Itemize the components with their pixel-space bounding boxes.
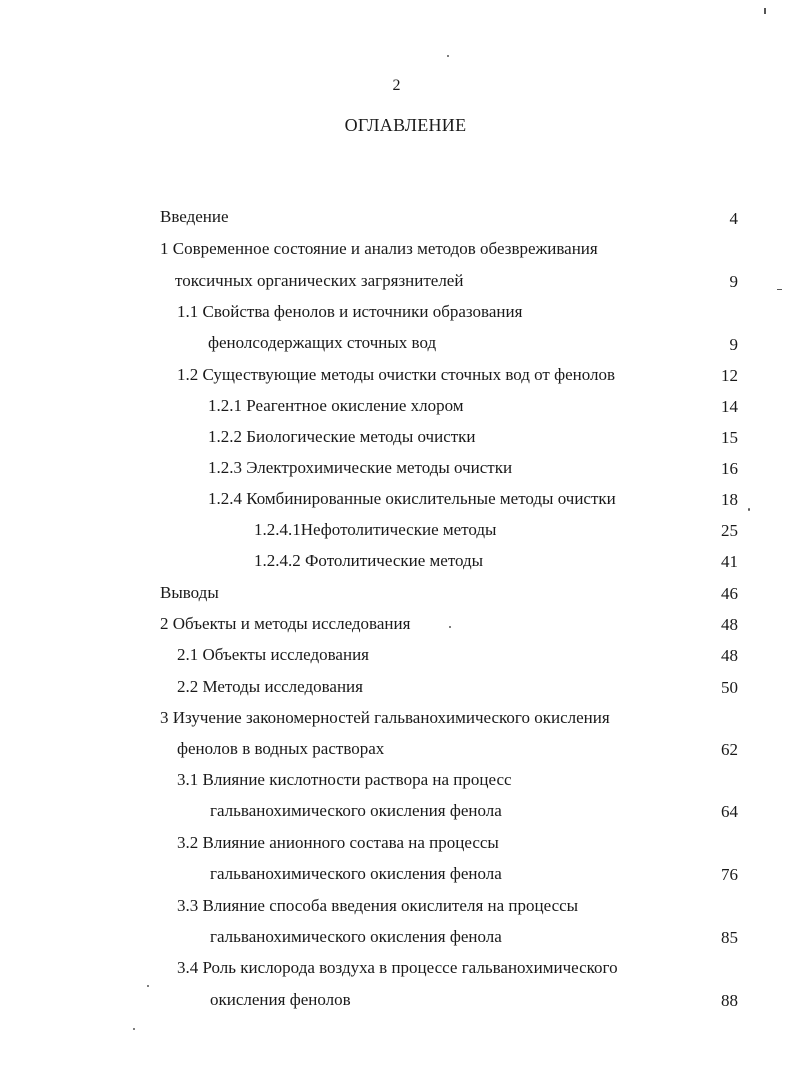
scan-speck	[764, 8, 766, 14]
toc-page-number: 16	[721, 459, 738, 478]
toc-entry-3-4: 3.4 Роль кислорода воздуха в процессе гальванохимического	[177, 958, 618, 977]
toc-page-number: 4	[729, 209, 738, 228]
toc-entry-1-2-4-2: 1.2.4.2 Фотолитические методы	[254, 551, 484, 570]
toc-entry-1-2: 1.2 Существующие методы очистки сточных вод от фенолов	[177, 365, 616, 384]
scan-speck	[449, 626, 451, 628]
toc-entry-1-2-3: 1.2.3 Электрохимические методы очистки	[208, 458, 513, 477]
toc-page-number: 46	[721, 584, 738, 603]
toc-entry-chapter-1: 1 Современное состояние и анализ методов обезвреживания	[160, 239, 598, 258]
scan-speck	[133, 1028, 135, 1030]
toc-page-number: 64	[721, 802, 738, 821]
page-number: 2	[392, 77, 401, 94]
scan-speck	[748, 508, 750, 511]
toc-entry-3-1: 3.1 Влияние кислотности раствора на процесс	[177, 770, 512, 789]
toc-page-number: 14	[721, 397, 738, 416]
toc-entry-introduction: Введение	[160, 207, 229, 226]
toc-entry-3-4-cont: окисления фенолов	[210, 990, 351, 1009]
toc-page-number: 18	[721, 490, 738, 509]
toc-entry-2-1: 2.1 Объекты исследования	[177, 645, 369, 664]
toc-entry-chapter-1-cont: токсичных органических загрязнителей	[175, 271, 464, 290]
toc-entry-2-2: 2.2 Методы исследования	[177, 677, 363, 696]
toc-entry-1-1: 1.1 Свойства фенолов и источники образования	[177, 302, 523, 321]
page-title: ОГЛАВЛЕНИЕ	[344, 115, 467, 135]
toc-page-number: 9	[729, 335, 738, 354]
toc-entry-3-2-cont: гальванохимического окисления фенола	[210, 864, 502, 883]
toc-page-number: 88	[721, 991, 738, 1010]
toc-entry-chapter-3: 3 Изучение закономерностей гальванохимического окисления	[160, 708, 610, 727]
toc-page-number: 62	[721, 740, 738, 759]
toc-page-number: 48	[721, 615, 738, 634]
toc-entry-conclusions: Выводы	[160, 583, 219, 602]
toc-page-number: 9	[729, 272, 738, 291]
toc-entry-1-2-2: 1.2.2 Биологические методы очистки	[208, 427, 476, 446]
toc-page-number: 25	[721, 521, 738, 540]
toc-page-number: 76	[721, 865, 738, 884]
toc-entry-3-3: 3.3 Влияние способа введения окислителя на процессы	[177, 896, 579, 915]
toc-entry-1-1-cont: фенолсодержащих сточных вод	[208, 333, 437, 352]
scan-speck	[777, 289, 782, 290]
toc-page-number: 15	[721, 428, 738, 447]
toc-entry-chapter-2: 2 Объекты и методы исследования	[160, 614, 411, 633]
toc-page-number: 12	[721, 366, 738, 385]
toc-page-number: 50	[721, 678, 738, 697]
toc-entry-1-2-4-1: 1.2.4.1Нефотолитические методы	[254, 520, 497, 539]
scan-speck	[447, 55, 449, 57]
toc-page-number: 41	[721, 552, 738, 571]
toc-entry-3-3-cont: гальванохимического окисления фенола	[210, 927, 502, 946]
toc-page-number: 48	[721, 646, 738, 665]
toc-page-number: 85	[721, 928, 738, 947]
toc-entry-1-2-4: 1.2.4 Комбинированные окислительные методы очистки	[208, 489, 616, 508]
toc-entry-chapter-3-cont: фенолов в водных растворах	[177, 739, 385, 758]
toc-entry-3-1-cont: гальванохимического окисления фенола	[210, 801, 502, 820]
scan-speck	[147, 985, 149, 987]
toc-entry-1-2-1: 1.2.1 Реагентное окисление хлором	[208, 396, 464, 415]
toc-entry-3-2: 3.2 Влияние анионного состава на процессы	[177, 833, 499, 852]
